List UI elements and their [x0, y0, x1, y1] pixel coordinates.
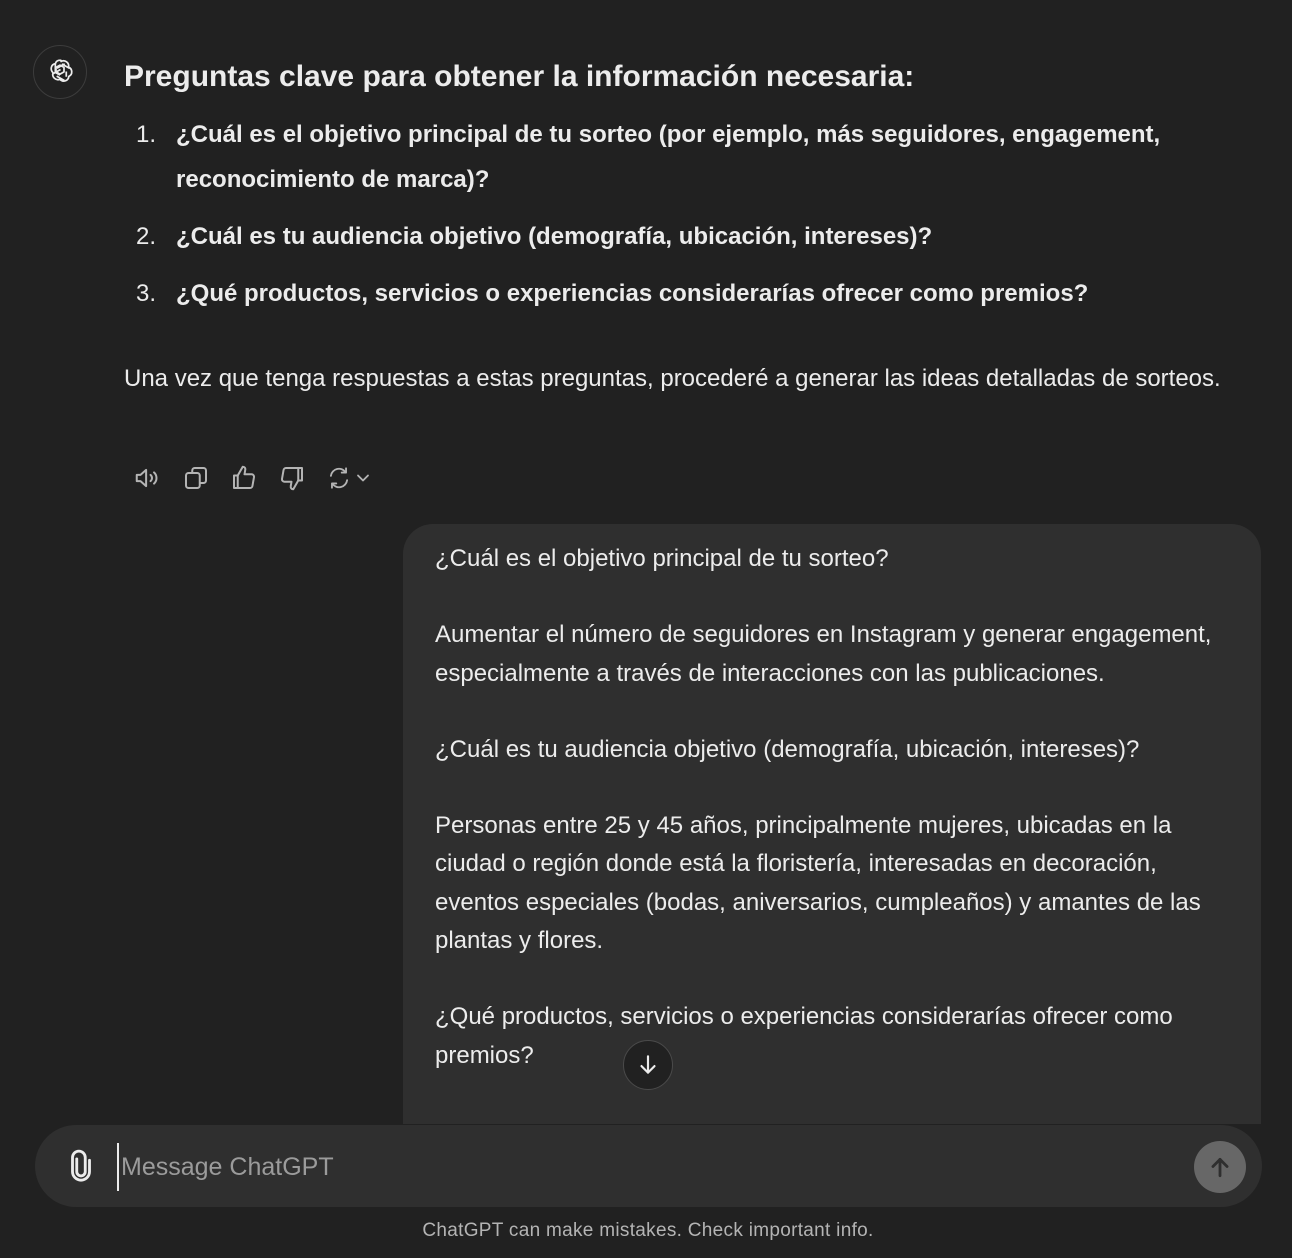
- copy-icon: [181, 463, 211, 493]
- regenerate-icon: [326, 465, 352, 491]
- list-item: [124, 271, 1234, 316]
- user-paragraph: ¿Qué productos, servicios o experiencias considerarías ofrecer como premios?: [435, 1003, 1173, 1069]
- list-item: [124, 214, 1234, 259]
- assistant-avatar: [33, 45, 87, 99]
- question-list: [124, 112, 1234, 316]
- assistant-message: [124, 54, 1234, 401]
- list-item: [124, 112, 1234, 202]
- thumbs-up-button[interactable]: [220, 460, 268, 496]
- read-aloud-button[interactable]: [124, 460, 172, 496]
- copy-button[interactable]: [172, 460, 220, 496]
- openai-logo-icon: [44, 56, 76, 88]
- message-heading: Preguntas clave para obtener la información necesaria:: [124, 60, 915, 93]
- list-text: ¿Cuál es tu audiencia objetivo (demografía, ubicación, intereses)?: [176, 223, 933, 250]
- arrow-up-icon: [1207, 1154, 1233, 1180]
- list-text: ¿Cuál es el objetivo principal de tu sorteo (por ejemplo, más seguidores, engagement, reconocimiento de marca)?: [176, 121, 1161, 193]
- regenerate-button[interactable]: [316, 460, 376, 496]
- send-button[interactable]: [1194, 1141, 1246, 1193]
- user-paragraph: ¿Cuál es el objetivo principal de tu sorteo?: [435, 545, 889, 572]
- list-number: 2.: [136, 223, 157, 250]
- list-number: 3.: [136, 280, 157, 307]
- user-paragraph: Personas entre 25 y 45 años, principalmente mujeres, ubicadas en la ciudad o región donde está la floristería, interesadas en decoración, eventos especiales (bodas, aniversarios, cumpleaños) y amantes de las plantas y flores.: [435, 812, 1201, 955]
- arrow-down-icon: [635, 1052, 661, 1078]
- message-input[interactable]: [117, 1143, 1183, 1191]
- thumbs-up-icon: [229, 463, 259, 493]
- speaker-icon: [133, 463, 163, 493]
- message-actions: [124, 460, 376, 496]
- chevron-down-icon: [356, 471, 370, 485]
- closing-paragraph: Una vez que tenga respuestas a estas preguntas, procederé a generar las ideas detalladas de sorteos.: [124, 365, 1221, 392]
- thumbs-down-icon: [277, 463, 307, 493]
- thumbs-down-button[interactable]: [268, 460, 316, 496]
- disclaimer-text: ChatGPT can make mistakes. Check important info.: [422, 1220, 874, 1241]
- message-composer: [35, 1125, 1262, 1207]
- scroll-to-bottom-button[interactable]: [623, 1040, 673, 1090]
- attach-button[interactable]: [63, 1147, 99, 1185]
- user-message-bubble: [403, 524, 1261, 1164]
- user-paragraph: ¿Cuál es tu audiencia objetivo (demografía, ubicación, intereses)?: [435, 735, 1140, 763]
- user-paragraph: Aumentar el número de seguidores en Instagram y generar engagement, especialmente a través de interacciones con las publicaciones.: [435, 621, 1212, 687]
- list-text: ¿Qué productos, servicios o experiencias considerarías ofrecer como premios?: [176, 280, 1089, 307]
- paperclip-icon: [64, 1148, 98, 1184]
- list-number: 1.: [136, 121, 157, 148]
